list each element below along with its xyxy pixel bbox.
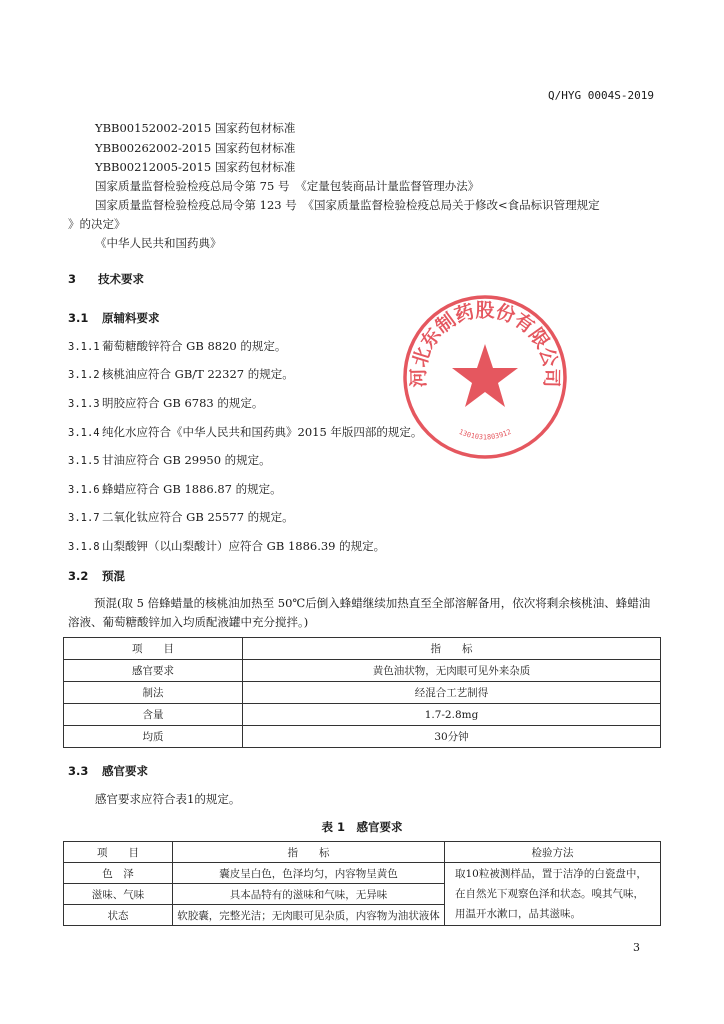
table-cell: 黄色油状物，无肉眼可见外来杂质 xyxy=(243,660,661,682)
table-header-cell: 检验方法 xyxy=(445,842,661,863)
section-3-2-heading: 3.2 预混 xyxy=(68,569,125,583)
table-header-cell: 项 目 xyxy=(64,842,173,863)
clause-3-1-1: 3.1.1 葡萄糖酸锌符合 GB 8820 的规定。 xyxy=(68,339,287,353)
table-cell: 囊皮呈白色，色泽均匀，内容物呈黄色 xyxy=(173,863,445,884)
table-cell: 软胶囊，完整光洁；无肉眼可见杂质，内容物为油状液体 xyxy=(173,905,445,926)
seal-text: 河北东制药股份有限公司 xyxy=(407,299,563,388)
table-cell: 经混合工艺制得 xyxy=(243,682,661,704)
premix-table xyxy=(63,637,661,748)
table-cell: 滋味、气味 xyxy=(64,884,173,905)
premix-paragraph: 预混(取 5 倍蜂蜡量的核桃油加热至 50℃后倒入蜂蜡继续加热直至全部溶解备用，依次将剩余核桃油、蜂蜡油溶液、葡萄糖酸锌加入均质配液罐中充分搅拌。) xyxy=(68,596,651,629)
clause-3-1-5: 3.1.5 甘油应符合 GB 29950 的规定。 xyxy=(68,453,271,467)
table-cell: 状态 xyxy=(64,905,173,926)
clause-3-1-6: 3.1.6 蜂蜡应符合 GB 1886.87 的规定。 xyxy=(68,482,282,496)
table-header-row xyxy=(64,638,661,660)
section-3-3-heading: 3.3 感官要求 xyxy=(68,764,148,778)
reference-line: 国家质量监督检验检疫总局令第 75 号 《定量包装商品计量监督管理办法》 xyxy=(95,179,480,193)
table-cell: 1.7-2.8mg xyxy=(243,704,661,726)
section-3-heading: 3 技术要求 xyxy=(68,272,144,286)
reference-line: 《中华人民共和国药典》 xyxy=(95,236,222,250)
seal-code: 1301031803912 xyxy=(457,427,513,442)
table-header-row xyxy=(64,842,661,863)
clause-3-1-3: 3.1.3 明胶应符合 GB 6783 的规定。 xyxy=(68,396,264,410)
page-number: 3 xyxy=(633,941,640,954)
table-cell: 色 泽 xyxy=(64,863,173,884)
table-header-cell: 指 标 xyxy=(173,842,445,863)
inspection-method-cell: 取10粒被测样品，置于洁净的白瓷盘中，在自然光下观察色泽和状态。嗅其气味，用温开水漱口，品其滋味。 xyxy=(445,863,661,926)
seal-star-icon xyxy=(452,344,518,407)
table-row xyxy=(64,863,661,884)
table-1-caption: 表 1 感官要求 xyxy=(321,820,403,834)
document-id: Q/HYG 0004S-2019 xyxy=(548,89,654,102)
table-cell: 含量 xyxy=(64,704,243,726)
clause-3-1-7: 3.1.7 二氧化钛应符合 GB 25577 的规定。 xyxy=(68,510,294,524)
table-row xyxy=(64,704,661,726)
company-seal xyxy=(400,292,570,462)
reference-line-continued: 》的决定》 xyxy=(68,217,126,231)
table-header-cell: 项 目 xyxy=(64,638,243,660)
reference-line: 国家质量监督检验检疫总局令第 123 号 《国家质量监督检验检疫总局关于修改<食品标识管理规定 xyxy=(95,198,600,212)
table-cell: 感官要求 xyxy=(64,660,243,682)
clause-3-1-2: 3.1.2 核桃油应符合 GB/T 22327 的规定。 xyxy=(68,367,294,381)
clause-3-1-8: 3.1.8 山梨酸钾（以山梨酸计）应符合 GB 1886.39 的规定。 xyxy=(68,539,386,553)
table-row xyxy=(64,660,661,682)
table-cell: 具本品特有的滋味和气味，无异味 xyxy=(173,884,445,905)
sensory-intro: 感官要求应符合表1的规定。 xyxy=(95,792,241,806)
table-cell: 30分钟 xyxy=(243,726,661,748)
section-3-1-heading: 3.1 原辅料要求 xyxy=(68,311,160,325)
reference-line: YBB00212005-2015 国家药包材标准 xyxy=(95,160,296,174)
table-row xyxy=(64,682,661,704)
table-header-cell: 指 标 xyxy=(243,638,661,660)
reference-line: YBB00262002-2015 国家药包材标准 xyxy=(95,141,296,155)
reference-line: YBB00152002-2015 国家药包材标准 xyxy=(95,121,296,135)
table-cell: 均质 xyxy=(64,726,243,748)
clause-3-1-4: 3.1.4 纯化水应符合《中华人民共和国药典》2015 年版四部的规定。 xyxy=(68,425,423,439)
sensory-table xyxy=(63,841,661,926)
table-cell: 制法 xyxy=(64,682,243,704)
table-row xyxy=(64,726,661,748)
